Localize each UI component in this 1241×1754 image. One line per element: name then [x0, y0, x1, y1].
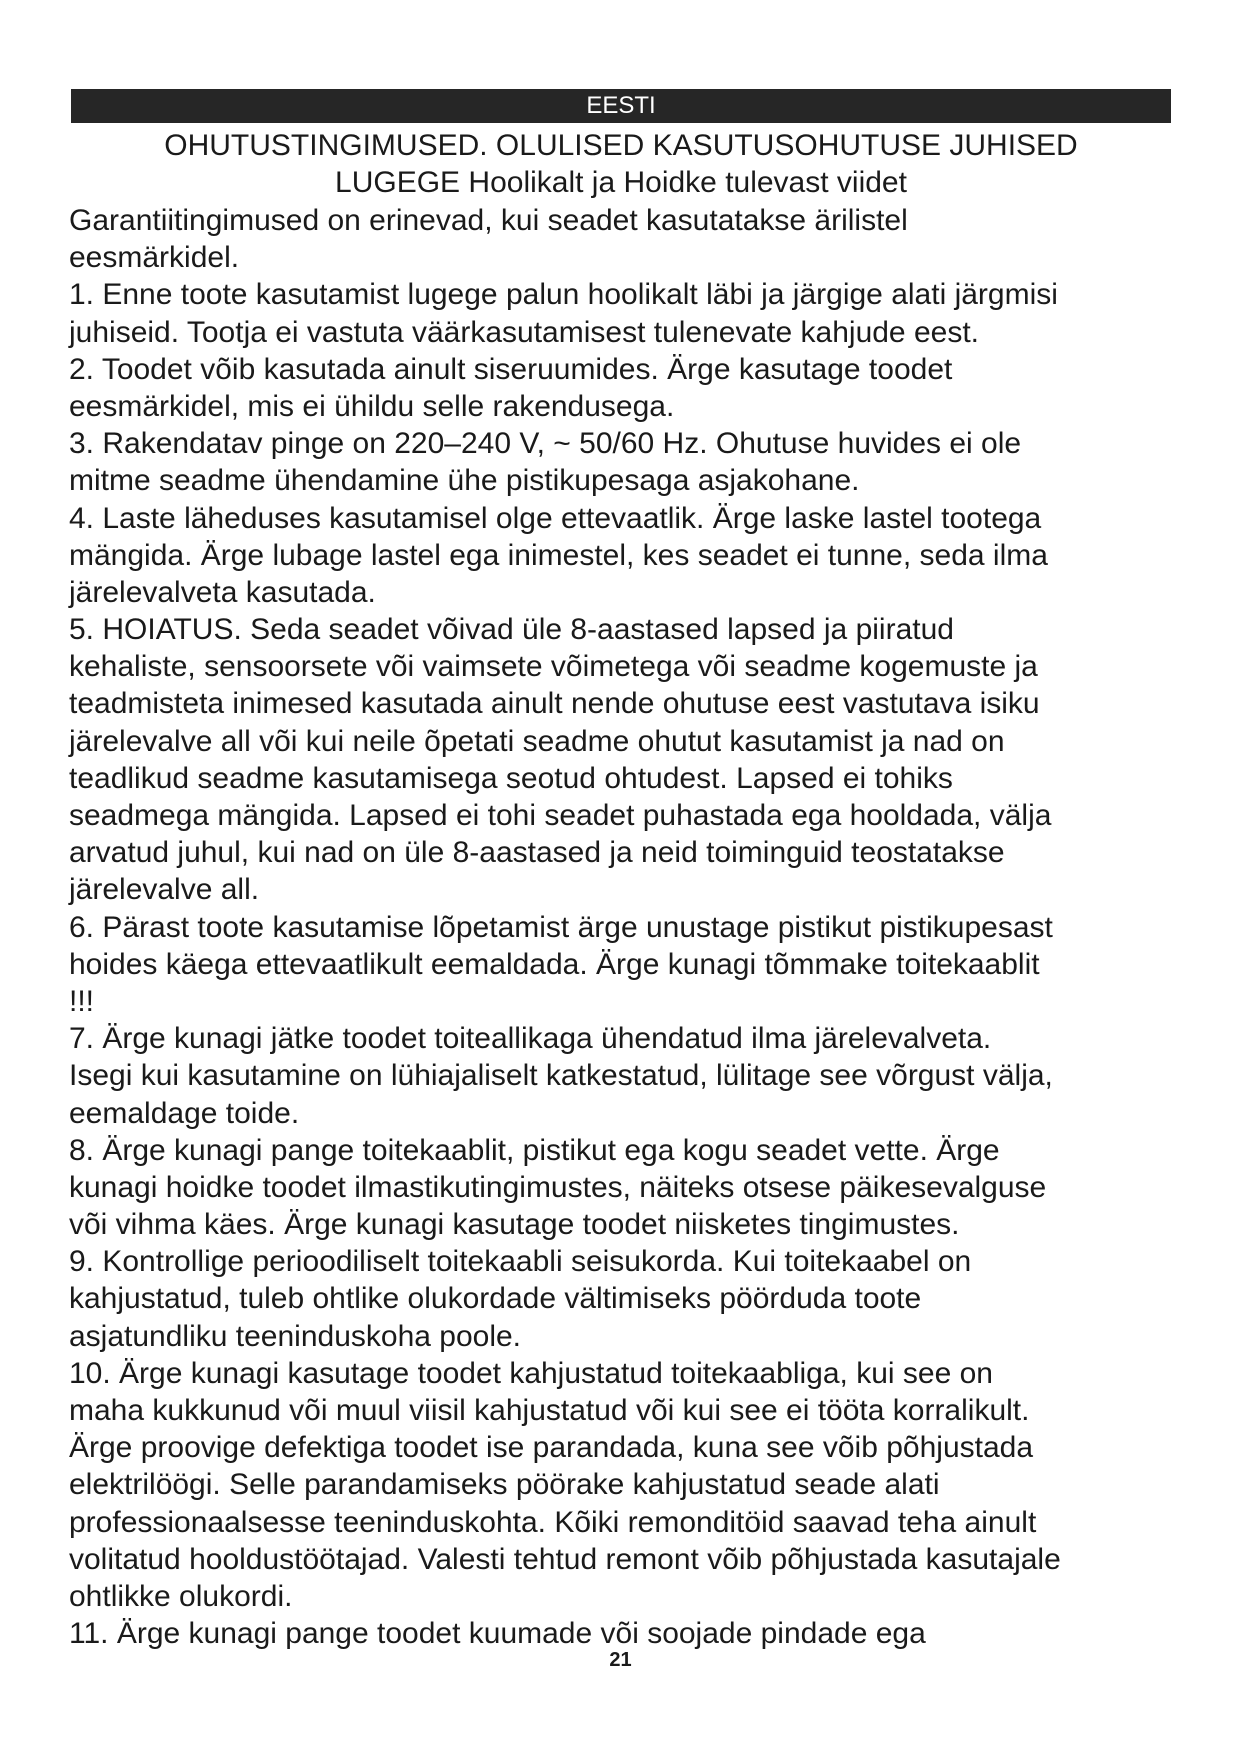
text-line: juhiseid. Tootja ei vastuta väärkasutamisest tulenevate kahjude eest.: [69, 315, 979, 349]
text-line: volitatud hooldustöötajad. Valesti tehtud remont võib põhjustada kasutajale: [69, 1542, 1061, 1576]
text-line: ohtlikke olukordi.: [69, 1579, 293, 1613]
text-line: 10. Ärge kunagi kasutage toodet kahjustatud toitekaabliga, kui see on: [69, 1356, 993, 1390]
text-line: arvatud juhul, kui nad on üle 8-aastased ja neid toiminguid teostatakse: [69, 836, 1005, 870]
text-line: 1. Enne toote kasutamist lugege palun hoolikalt läbi ja järgige alati järgmisi: [69, 278, 1058, 312]
text-line: professionaalsesse teeninduskohta. Kõiki remonditöid saavad teha ainult: [69, 1505, 1037, 1539]
title-line-1: OHUTUSTINGIMUSED. OLULISED KASUTUSOHUTUSE JUHISED: [164, 129, 1078, 162]
text-line: kunagi hoidke toodet ilmastikutingimustes, näiteks otsese päikesevalguse: [69, 1170, 1047, 1204]
text-line: teadmisteta inimesed kasutada ainult nende ohutuse eest vastutava isiku: [69, 687, 1040, 721]
title-line-2: LUGEGE Hoolikalt ja Hoidke tulevast viidet: [335, 166, 907, 199]
text-line: järelevalveta kasutada.: [69, 575, 376, 609]
text-line: Garantiitingimused on erinevad, kui seadet kasutatakse ärilistel: [69, 204, 908, 237]
text-line: järelevalve all või kui neile õpetati seadme ohutut kasutamist ja nad on: [69, 724, 1005, 758]
text-line: 2. Toodet võib kasutada ainult siseruumides. Ärge kasutage toodet: [69, 352, 953, 386]
text-line: kahjustatud, tuleb ohtlike olukordade vältimiseks pöörduda toote: [69, 1282, 922, 1316]
text-line: 9. Kontrollige perioodiliselt toitekaabli seisukorda. Kui toitekaabel on: [69, 1245, 972, 1279]
text-line: asjatundliku teeninduskoha poole.: [69, 1319, 522, 1353]
text-line: 5. HOIATUS. Seda seadet võivad üle 8-aastased lapsed ja piiratud: [69, 613, 954, 647]
text-line: 3. Rakendatav pinge on 220–240 V, ~ 50/60 Hz. Ohutuse huvides ei ole: [69, 427, 1022, 461]
text-line: Ärge proovige defektiga toodet ise parandada, kuna see võib põhjustada: [69, 1431, 1034, 1465]
text-line: !!!: [69, 984, 95, 1018]
text-line: Isegi kui kasutamine on lühiajaliselt katkestatud, lülitage see võrgust välja,: [69, 1059, 1053, 1093]
text-line: teadlikud seadme kasutamisega seotud ohtudest. Lapsed ei tohiks: [69, 761, 953, 795]
safety-instructions-body: [69, 202, 1175, 1652]
text-line: või vihma käes. Ärge kunagi kasutage toodet niisketes tingimustes.: [69, 1208, 960, 1242]
text-line: maha kukkunud või muul viisil kahjustatud või kui see ei tööta korralikult.: [69, 1394, 1030, 1427]
text-line: 4. Laste läheduses kasutamisel olge ettevaatlik. Ärge laske lastel tootega: [69, 501, 1042, 535]
text-line: 7. Ärge kunagi jätke toodet toiteallikaga ühendatud ilma järelevalveta.: [69, 1022, 992, 1056]
language-label: EESTI: [586, 92, 656, 119]
text-line: elektrilöögi. Selle parandamiseks pöörake kahjustatud seade alati: [69, 1468, 940, 1502]
text-line: järelevalve all.: [69, 873, 260, 907]
page-title: [71, 127, 1171, 201]
text-line: eesmärkidel.: [69, 241, 240, 275]
text-line: mitme seadme ühendamine ühe pistikupesaga asjakohane.: [69, 464, 860, 498]
text-line: mängida. Ärge lubage lastel ega inimestel, kes seadet ei tunne, seda ilma: [69, 538, 1048, 572]
text-line: kehaliste, sensoorsete või vaimsete võimetega või seadme kogemuste ja: [69, 650, 1038, 684]
language-header-bar: [71, 89, 1171, 123]
text-line: eemaldage toide.: [69, 1096, 300, 1130]
text-line: 11. Ärge kunagi pange toodet kuumade või soojade pindade ega: [69, 1617, 926, 1651]
text-line: 6. Pärast toote kasutamise lõpetamist ärge unustage pistikut pistikupesast: [69, 910, 1053, 944]
text-line: 8. Ärge kunagi pange toitekaablit, pistikut ega kogu seadet vette. Ärge: [69, 1133, 1000, 1167]
page-number: 21: [609, 1649, 632, 1671]
text-line: hoides käega ettevaatlikult eemaldada. Ärge kunagi tõmmake toitekaablit: [69, 947, 1040, 981]
text-line: seadmega mängida. Lapsed ei tohi seadet puhastada ega hooldada, välja: [69, 799, 1052, 832]
text-line: eesmärkidel, mis ei ühildu selle rakendusega.: [69, 389, 675, 423]
